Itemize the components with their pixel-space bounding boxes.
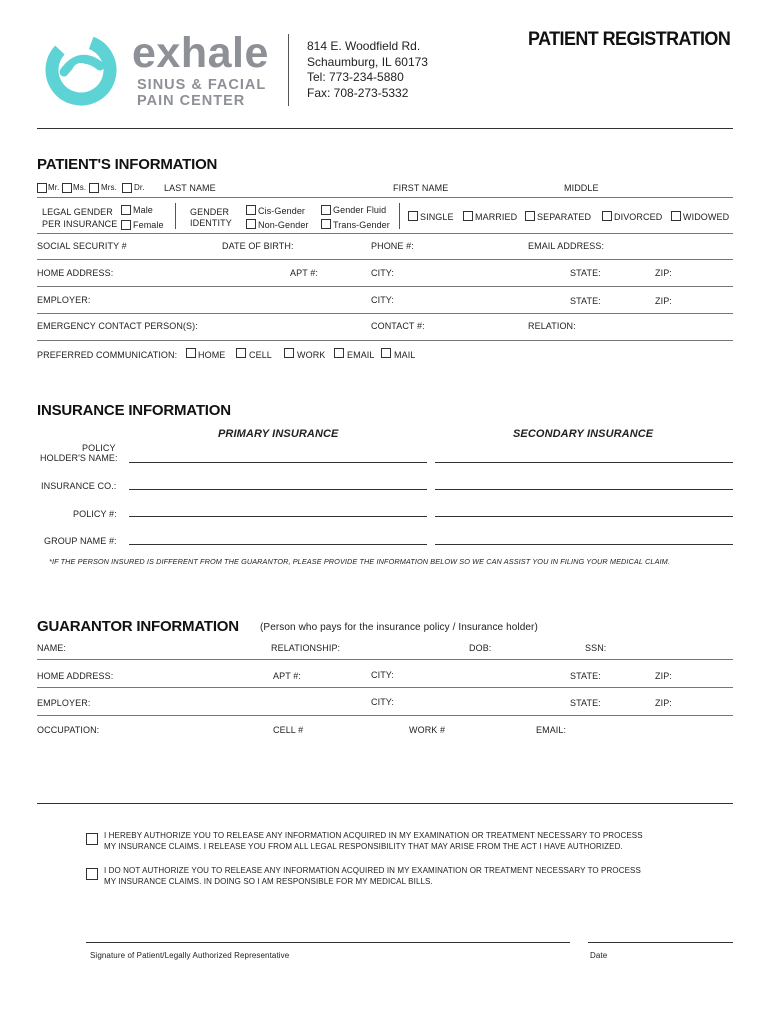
guarantor-apt-label: APT #: — [273, 671, 301, 681]
guarantor-ssn-label: SSN: — [585, 643, 607, 653]
do-not-authorize-checkbox[interactable] — [86, 868, 98, 880]
zip-label: ZIP: — [655, 268, 672, 278]
employer-state-label: STATE: — [570, 296, 601, 306]
authorize-text-1: I HEREBY AUTHORIZE YOU TO RELEASE ANY INFORMATION ACQUIRED IN MY EXAMINATION OR TREATMENT NECESSARY TO PROCESS — [104, 831, 643, 840]
middle-label: MIDDLE — [564, 183, 599, 193]
form-title: PATIENT REGISTRATION — [528, 28, 731, 50]
policy-holder-label-1: POLICY — [82, 443, 116, 453]
guarantor-work-label: WORK # — [409, 725, 446, 735]
gender-identity-label-2: IDENTITY — [190, 218, 232, 228]
name-row-line — [37, 197, 733, 198]
dob-label: DATE OF BIRTH: — [222, 241, 294, 251]
non-gender-checkbox[interactable] — [246, 219, 256, 229]
header-rule — [37, 128, 733, 129]
gender-identity-label-1: GENDER — [190, 207, 230, 217]
comm-mail-checkbox[interactable] — [381, 348, 391, 358]
trans-gender-label: Trans-Gender — [333, 220, 390, 230]
insurance-section-title: INSURANCE INFORMATION — [37, 402, 231, 419]
brand-name: exhale — [132, 29, 269, 77]
separated-label: SEPARATED — [537, 212, 592, 222]
patient-section-title: PATIENT'S INFORMATION — [37, 156, 218, 173]
guarantor-occupation-label: OCCUPATION: — [37, 725, 100, 735]
guarantor-cell-label: CELL # — [273, 725, 304, 735]
city-label: CITY: — [371, 268, 395, 278]
single-checkbox[interactable] — [408, 211, 418, 221]
preferred-communication-label: PREFERRED COMMUNICATION: — [37, 350, 178, 360]
mr-checkbox[interactable] — [37, 183, 47, 193]
address-row-line — [37, 286, 733, 287]
fax-line: Fax: 708-273-5332 — [307, 86, 409, 100]
last-name-label: LAST NAME — [164, 183, 216, 193]
widowed-checkbox[interactable] — [671, 211, 681, 221]
primary-group-line[interactable] — [129, 544, 427, 545]
non-gender-label: Non-Gender — [258, 220, 309, 230]
married-checkbox[interactable] — [463, 211, 473, 221]
guarantor-bottom-rule — [37, 803, 733, 804]
married-label: MARRIED — [475, 212, 518, 222]
guarantor-state-label: STATE: — [570, 671, 601, 681]
primary-insurance-heading: PRIMARY INSURANCE — [218, 428, 339, 440]
ms-checkbox[interactable] — [62, 183, 72, 193]
guarantor-email-label: EMAIL: — [536, 725, 567, 735]
guarantor-dob-label: DOB: — [469, 643, 492, 653]
comm-home-label: HOME — [198, 350, 226, 360]
contact-number-label: CONTACT #: — [371, 321, 425, 331]
guarantor-employer-row-line — [37, 715, 733, 716]
guarantor-city-label: CITY: — [371, 670, 395, 680]
ms-label: Ms. — [73, 183, 87, 192]
trans-gender-checkbox[interactable] — [321, 219, 331, 229]
ssn-label: SOCIAL SECURITY # — [37, 241, 127, 251]
female-label: Female — [133, 220, 164, 230]
do-not-authorize-text-2: MY INSURANCE CLAIMS. IN DOING SO I AM RESPONSIBLE FOR MY MEDICAL BILLS. — [104, 877, 433, 886]
employer-zip-label: ZIP: — [655, 296, 672, 306]
divorced-checkbox[interactable] — [602, 211, 612, 221]
state-label: STATE: — [570, 268, 601, 278]
employer-label: EMPLOYER: — [37, 295, 91, 305]
male-label: Male — [133, 205, 153, 215]
insurance-note: *IF THE PERSON INSURED IS DIFFERENT FROM THE GUARANTOR, PLEASE PROVIDE THE INFORMATION BELOW SO WE CAN ASSIST YOU IN FILING YOUR MEDICAL CLAIM. — [49, 557, 670, 566]
relation-label: RELATION: — [528, 321, 576, 331]
male-checkbox[interactable] — [121, 205, 131, 215]
guarantor-relationship-label: RELATIONSHIP: — [271, 643, 341, 653]
divorced-label: DIVORCED — [614, 212, 663, 222]
single-label: SINGLE — [420, 212, 454, 222]
primary-holder-line[interactable] — [129, 462, 427, 463]
comm-email-label: EMAIL — [347, 350, 375, 360]
guarantor-address-label: HOME ADDRESS: — [37, 671, 114, 681]
comm-mail-label: MAIL — [394, 350, 416, 360]
secondary-policy-line[interactable] — [435, 516, 733, 517]
widowed-label: WIDOWED — [683, 212, 730, 222]
mr-label: Mr. — [48, 183, 60, 192]
comm-work-checkbox[interactable] — [284, 348, 294, 358]
separated-checkbox[interactable] — [525, 211, 535, 221]
guarantor-employer-zip-label: ZIP: — [655, 698, 672, 708]
guarantor-zip-label: ZIP: — [655, 671, 672, 681]
guarantor-employer-state-label: STATE: — [570, 698, 601, 708]
brand-subtitle-2: PAIN CENTER — [137, 93, 246, 109]
policy-holder-label-2: HOLDER'S NAME: — [40, 453, 118, 463]
gender-fluid-checkbox[interactable] — [321, 205, 331, 215]
date-label: Date — [590, 951, 608, 960]
authorize-checkbox[interactable] — [86, 833, 98, 845]
comm-cell-checkbox[interactable] — [236, 348, 246, 358]
primary-company-line[interactable] — [129, 489, 427, 490]
dr-checkbox[interactable] — [122, 183, 132, 193]
cis-gender-checkbox[interactable] — [246, 205, 256, 215]
secondary-group-line[interactable] — [435, 544, 733, 545]
guarantor-name-label: NAME: — [37, 643, 67, 653]
address-line-2: Schaumburg, IL 60173 — [307, 55, 428, 69]
comm-email-checkbox[interactable] — [334, 348, 344, 358]
legal-gender-label-1: LEGAL GENDER — [42, 207, 113, 217]
header-divider — [288, 34, 289, 106]
gender-fluid-label: Gender Fluid — [333, 205, 387, 215]
secondary-holder-line[interactable] — [435, 462, 733, 463]
guarantor-name-row-line — [37, 659, 733, 660]
emergency-contact-label: EMERGENCY CONTACT PERSON(S): — [37, 321, 198, 331]
gender-row-line — [37, 233, 733, 234]
brand-subtitle-1: SINUS & FACIAL — [137, 77, 267, 93]
exhale-logo-icon — [42, 32, 120, 108]
guarantor-employer-label: EMPLOYER: — [37, 698, 91, 708]
home-address-label: HOME ADDRESS: — [37, 268, 114, 278]
legal-gender-label-2: PER INSURANCE — [42, 219, 118, 229]
guarantor-address-row-line — [37, 687, 733, 688]
phone-line: Tel: 773-234-5880 — [307, 70, 404, 84]
authorize-text-2: MY INSURANCE CLAIMS. I RELEASE YOU FROM ALL LEGAL RESPONSIBILITY THAT MAY ARISE FROM THE ACT I HAVE AUTHORIZED. — [104, 842, 623, 851]
email-address-label: EMAIL ADDRESS: — [528, 241, 605, 251]
dr-label: Dr. — [134, 183, 145, 192]
female-checkbox[interactable] — [121, 220, 131, 230]
guarantor-section-title: GUARANTOR INFORMATION — [37, 618, 239, 635]
date-line[interactable] — [588, 942, 733, 943]
gender-divider — [175, 203, 176, 229]
insurance-company-label: INSURANCE CO.: — [41, 481, 117, 491]
signature-line[interactable] — [86, 942, 570, 943]
mrs-label: Mrs. — [101, 183, 117, 192]
mrs-checkbox[interactable] — [89, 183, 99, 193]
signature-label: Signature of Patient/Legally Authorized Representative — [90, 951, 290, 960]
guarantor-subtitle: (Person who pays for the insurance policy / Insurance holder) — [260, 622, 538, 633]
employer-city-label: CITY: — [371, 295, 395, 305]
group-name-label: GROUP NAME #: — [44, 536, 117, 546]
do-not-authorize-text-1: I DO NOT AUTHORIZE YOU TO RELEASE ANY INFORMATION ACQUIRED IN MY EXAMINATION OR TREATMENT NECESSARY TO PROCESS — [104, 866, 641, 875]
address-line-1: 814 E. Woodfield Rd. — [307, 39, 421, 53]
emergency-row-line — [37, 340, 733, 341]
apt-label: APT #: — [290, 268, 318, 278]
secondary-insurance-heading: SECONDARY INSURANCE — [513, 428, 654, 440]
primary-policy-line[interactable] — [129, 516, 427, 517]
ssn-row-line — [37, 259, 733, 260]
comm-cell-label: CELL — [249, 350, 272, 360]
employer-row-line — [37, 313, 733, 314]
secondary-company-line[interactable] — [435, 489, 733, 490]
first-name-label: FIRST NAME — [393, 183, 449, 193]
comm-home-checkbox[interactable] — [186, 348, 196, 358]
comm-work-label: WORK — [297, 350, 326, 360]
phone-label: PHONE #: — [371, 241, 414, 251]
marital-divider — [399, 203, 400, 229]
cis-gender-label: Cis-Gender — [258, 206, 306, 216]
guarantor-employer-city-label: CITY: — [371, 697, 395, 707]
policy-number-label: POLICY #: — [73, 509, 117, 519]
